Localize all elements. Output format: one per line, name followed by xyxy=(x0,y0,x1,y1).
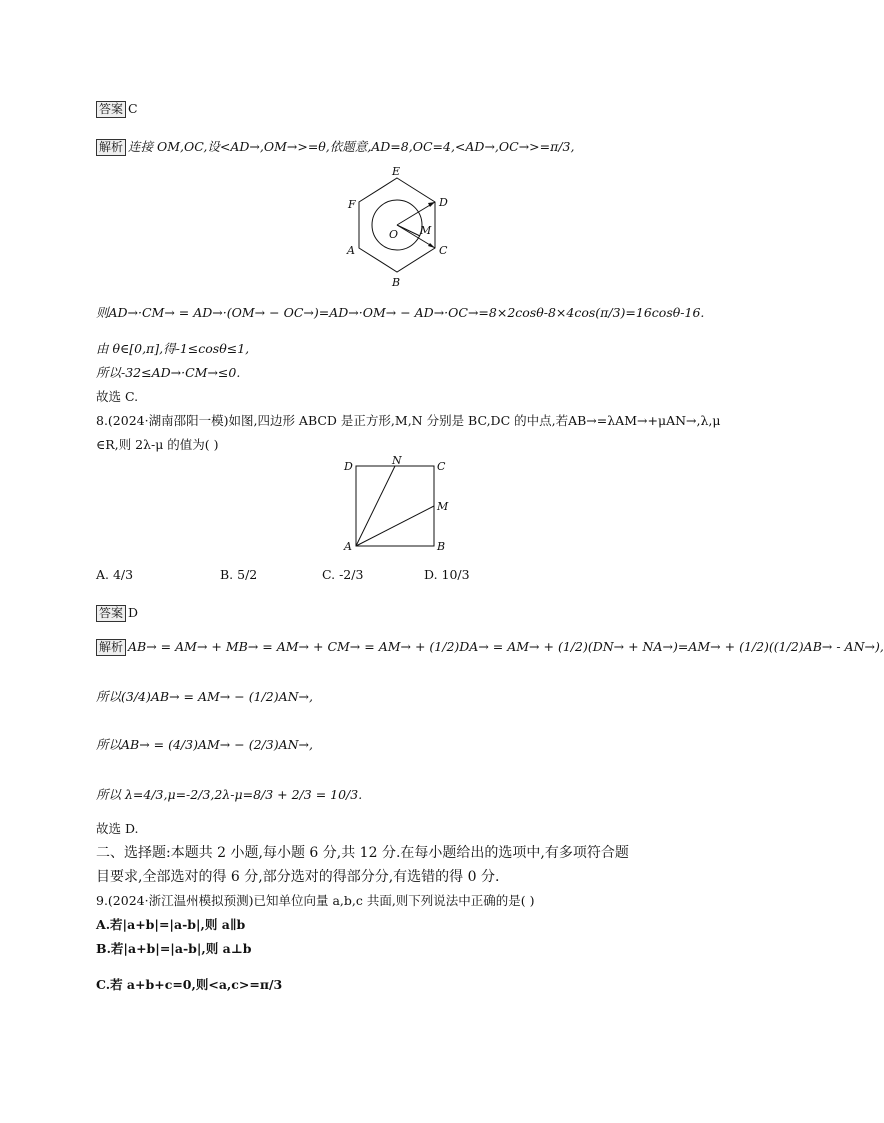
q7-analysis-line xyxy=(96,138,574,156)
q9-option-b: B.若|a+b|=|a-b|,则 a⊥b xyxy=(96,941,252,956)
q8-line2: 所以(3/4)AB→ = AM→ − (1/2)AN→, xyxy=(96,689,313,704)
section2-line2: 目要求,全部选对的得 6 分,部分选对的得部分分,有选错的得 0 分. xyxy=(96,869,500,885)
label-n: N xyxy=(392,454,402,467)
segment-am xyxy=(356,506,434,546)
square-diagram xyxy=(338,456,462,558)
label-c: C xyxy=(437,460,446,473)
section2-line1: 二、选择题:本题共 2 小题,每小题 6 分,共 12 分.在每小题给出的选项中,有多项符合题 xyxy=(96,845,629,861)
q8-option-d: D. 10/3 xyxy=(424,567,470,582)
q8-line3: 所以AB→ = (4/3)AM→ − (2/3)AN→, xyxy=(96,737,313,752)
label-d: D xyxy=(344,460,353,473)
square-shape xyxy=(356,466,434,546)
q7-line5: 故选 C. xyxy=(96,389,139,404)
q8-stem-line1: 8.(2024·湖南邵阳一模)如图,四边形 ABCD 是正方形,M,N 分别是 BC,DC 的中点,若AB→=λAM→+μAN→,λ,μ xyxy=(96,413,721,428)
q8-option-b: B. 5/2 xyxy=(220,567,258,582)
q8-line4: 所以 λ=4/3,μ=-2/3,2λ-μ=8/3 + 2/3 = 10/3. xyxy=(96,787,363,802)
analysis-tag: 解析 xyxy=(96,139,126,156)
label-a: A xyxy=(347,244,355,257)
hexagon-diagram xyxy=(340,166,460,290)
analysis-tag: 解析 xyxy=(96,639,126,656)
label-o: O xyxy=(389,228,399,241)
q8-stem-line2: ∈R,则 2λ-μ 的值为( ) xyxy=(96,437,219,452)
answer-value: C xyxy=(128,101,138,116)
analysis-text: AB→ = AM→ + MB→ = AM→ + CM→ = AM→ + (1/2)DA→ = AM→ + (1/2)(DN→ + NA→)=AM→ + (1/2)((1/2)AB→ - AN→), xyxy=(128,639,884,654)
analysis-text: 连接 OM,OC,设<AD→,OM→>=θ,依题意,AD=8,OC=4,<AD→,OC→>=π/3, xyxy=(128,139,575,154)
q8-line5: 故选 D. xyxy=(96,821,139,836)
answer-tag: 答案 xyxy=(96,101,126,118)
label-m: M xyxy=(437,500,449,513)
label-b: B xyxy=(437,540,446,553)
q8-analysis-line xyxy=(96,638,884,656)
arrow-head-d xyxy=(428,202,435,207)
answer-tag: 答案 xyxy=(96,605,126,622)
q7-answer-line xyxy=(96,100,138,118)
label-b: B xyxy=(392,276,401,289)
label-d: D xyxy=(439,196,448,209)
segment-an xyxy=(356,466,395,546)
q9-stem: 9.(2024·浙江温州模拟预测)已知单位向量 a,b,c 共面,则下列说法中正确的是( ) xyxy=(96,893,535,908)
q7-line2: 则AD→·CM→ = AD→·(OM→ − OC→)=AD→·OM→ − AD→·OC→=8×2cosθ-8×4cos(π/3)=16cosθ-16. xyxy=(96,305,705,320)
q7-line4: 所以-32≤AD→·CM→≤0. xyxy=(96,365,241,380)
label-m: M xyxy=(420,224,432,237)
label-f: F xyxy=(348,198,356,211)
q8-option-c: C. -2/3 xyxy=(322,567,364,582)
q9-option-c: C.若 a+b+c=0,则<a,c>=π/3 xyxy=(96,977,283,992)
label-a: A xyxy=(344,540,352,553)
q7-line3: 由 θ∈[0,π],得-1≤cosθ≤1, xyxy=(96,341,250,356)
label-c: C xyxy=(439,244,448,257)
arrow-head-c xyxy=(428,243,435,248)
q8-option-a: A. 4/3 xyxy=(96,567,134,582)
label-e: E xyxy=(392,165,401,178)
q8-answer-line xyxy=(96,604,138,622)
answer-value: D xyxy=(128,605,139,620)
q9-option-a: A.若|a+b|=|a-b|,则 a∥b xyxy=(96,917,246,932)
